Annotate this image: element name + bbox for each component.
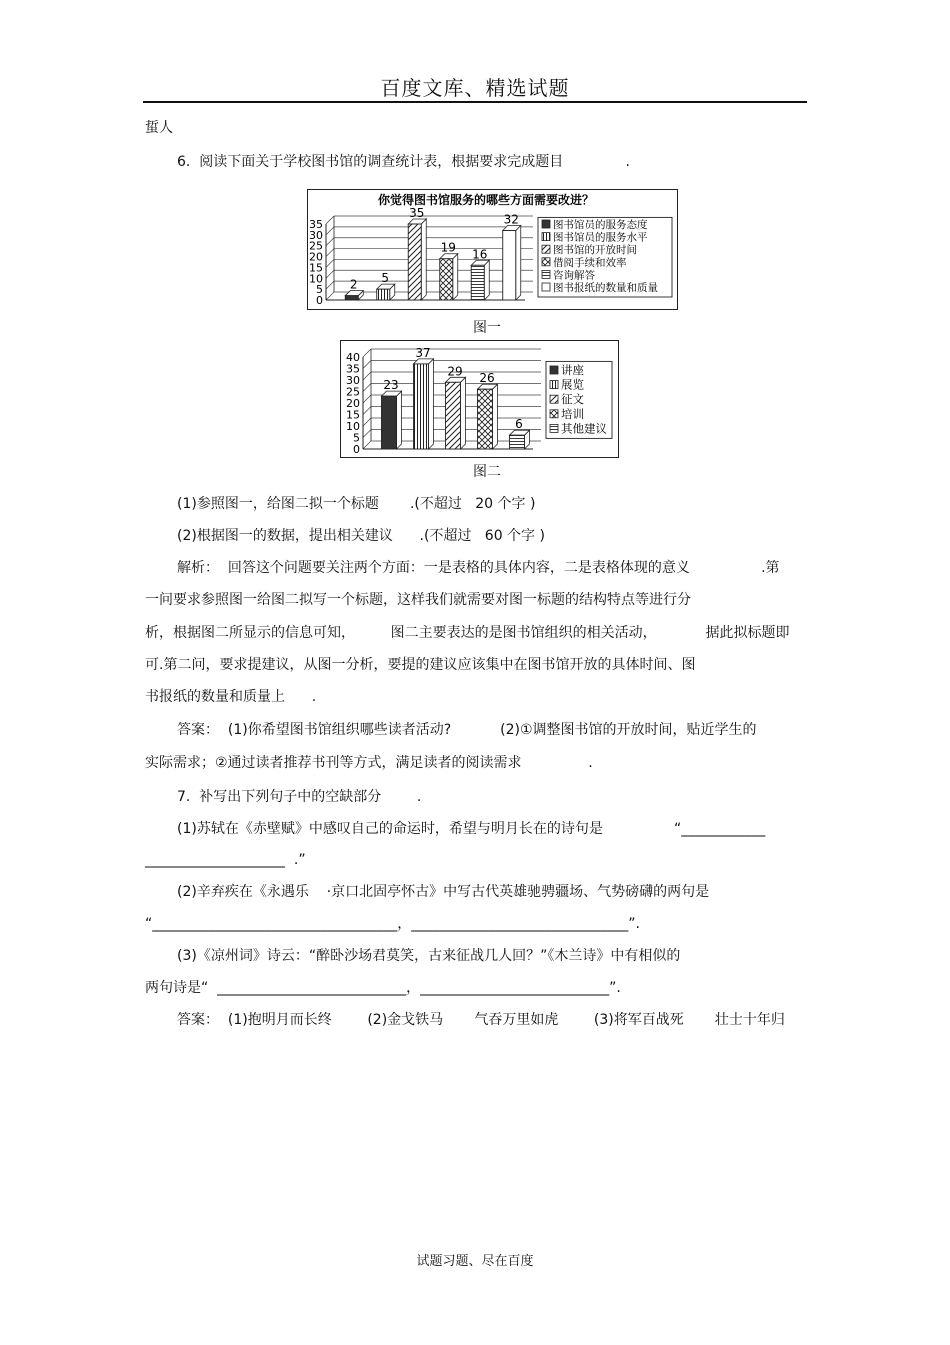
chart-gridline-depth <box>326 227 334 235</box>
chart-data-label: 29 <box>447 364 463 379</box>
chart-bar <box>414 364 429 449</box>
header-rule <box>143 101 807 103</box>
chart-data-label: 35 <box>409 206 425 220</box>
chart-legend-label: 展览 <box>561 377 584 392</box>
chart-y-tick-label: 10 <box>346 420 360 433</box>
analysis-line: 析，根据图二所显示的信息可知， 图二主要表达的是图书馆组织的相关活动， 据此拟标题即 <box>145 625 790 641</box>
analysis-line: 解析： 回答这个问题要关注两个方面：一是表格的具体内容，二是表格体现的意义 .第 <box>177 560 780 576</box>
chart-bar-side <box>429 359 434 449</box>
chart-legend-swatch <box>550 410 558 418</box>
chart-y-tick-label: 0 <box>353 443 360 456</box>
chart-bar-side <box>493 384 498 449</box>
chart-bar-side <box>484 260 489 300</box>
chart-y-tick-label: 10 <box>309 272 323 286</box>
chart-gridline-depth <box>363 384 371 392</box>
chart-bar <box>377 289 390 300</box>
chart-legend-swatch <box>542 245 550 253</box>
chart-bar <box>510 435 525 449</box>
chart-bar <box>446 382 461 449</box>
chart-1-title: 你觉得图书馆服务的哪些方面需要改进？ <box>377 193 595 207</box>
chart-1-svg <box>308 190 677 309</box>
chart-legend-swatch <box>550 366 558 374</box>
chart-y-tick-label: 20 <box>309 250 323 264</box>
answer-line: 实际需求；②通过读者推荐书刊等方式，满足读者的阅读需求 . <box>145 755 593 771</box>
analysis-line: 可.第二问，要求提建议，从图一分析，要提的建议应该集中在图书馆开放的具体时间、图 <box>145 657 696 673</box>
figure-2-caption: 图二 <box>473 464 501 480</box>
chart-y-tick-label: 20 <box>346 397 360 410</box>
answer-line: 答案： (1)你希望图书馆组织哪些读者活动? (2)①调整图书馆的开放时间，贴近学生的 <box>177 722 757 738</box>
chart-gridline-depth <box>326 292 334 300</box>
chart-bar <box>478 389 493 449</box>
chart-data-label: 26 <box>479 371 495 386</box>
chart-data-label: 37 <box>415 345 431 360</box>
chart-y-tick-label: 0 <box>316 294 323 307</box>
chart-y-tick-label: 35 <box>309 218 323 231</box>
chart-data-label: 23 <box>383 378 399 393</box>
chart-y-tick-label: 30 <box>346 374 360 387</box>
chart-bar <box>503 231 516 300</box>
chart-gridline-depth <box>363 418 371 426</box>
chart-legend-swatch <box>542 233 550 241</box>
chart-bar-side <box>421 219 426 300</box>
chart-legend-label: 图书馆的开放时间 <box>553 244 637 257</box>
question-6-prompt: 6. 阅读下面关于学校图书馆的调查统计表，根据要求完成题目 . <box>177 154 631 170</box>
chart-gridline-depth <box>363 372 371 380</box>
chart-legend-swatch <box>542 283 550 291</box>
chart-gridline-depth <box>326 281 334 289</box>
chart-data-label: 2 <box>349 277 358 292</box>
chart-y-tick-label: 5 <box>316 283 323 297</box>
chart-gridline-depth <box>326 259 334 267</box>
chart-legend-label: 其他建议 <box>561 421 607 436</box>
chart-y-tick-label: 5 <box>353 431 360 445</box>
chart-bar <box>382 396 397 449</box>
fill-blank-line: ____________________ .” <box>145 852 306 868</box>
chart-bar-side <box>397 391 402 449</box>
chart-legend-label: 培训 <box>561 406 584 421</box>
chart-bar-side <box>516 226 521 300</box>
fill-blank-line: 两句诗是“ ___________________________，___________________________”. <box>145 980 621 996</box>
fill-blank-line: (2)辛弃疾在《永遇乐 ·京口北固亭怀古》中写古代英雄驰骋疆场、气势磅礴的两句是 <box>177 884 710 900</box>
chart-legend-swatch <box>542 258 550 266</box>
chart-y-tick-label: 35 <box>346 362 360 376</box>
chart-bar <box>345 296 358 300</box>
chart-legend-swatch <box>542 270 550 278</box>
chart-data-label: 32 <box>503 212 519 227</box>
chart-gridline-depth <box>326 238 334 246</box>
chart-legend-swatch <box>542 220 550 228</box>
chart-gridline-depth <box>326 270 334 278</box>
chart-bar <box>408 224 421 300</box>
chart-gridline-depth <box>363 407 371 415</box>
figure-1-caption: 图一 <box>473 320 501 336</box>
fill-blank-line: (3)《凉州词》诗云：“醉卧沙场君莫笑，古来征战几人回？”《木兰诗》中有相似的 <box>177 948 681 964</box>
chart-gridline-depth <box>326 249 334 257</box>
chart-legend-swatch <box>550 424 558 432</box>
answer-line: 答案： (1)抱明月而长终 (2)金戈铁马 气吞万里如虎 (3)将军百战死 壮士十年归 <box>177 1012 785 1028</box>
fill-blank-line: “___________________________________，_______________________________”. <box>145 916 640 932</box>
page-header-title: 百度文库、精选试题 <box>380 76 570 100</box>
chart-gridline-depth <box>363 361 371 369</box>
chart-bar <box>440 259 453 300</box>
chart-y-tick-label: 30 <box>309 228 323 242</box>
chart-gridline-depth <box>363 349 371 357</box>
chart-legend-swatch <box>550 395 558 403</box>
chart-gridline-depth <box>363 395 371 403</box>
chart-y-tick-label: 25 <box>309 239 323 253</box>
chart-y-tick-label: 25 <box>346 385 360 399</box>
chart-legend-label: 咨询解答 <box>553 269 595 282</box>
chart-data-label: 6 <box>515 417 523 432</box>
chart-y-tick-label: 15 <box>309 261 323 275</box>
chart-data-label: 19 <box>440 240 456 255</box>
chart-bar-side <box>461 377 466 449</box>
chart-figure-1 <box>307 189 678 310</box>
fill-blank-line: (1)苏轼在《赤壁赋》中感叹自己的命运时，希望与明月长在的诗句是 “____________ <box>177 821 766 837</box>
sub-question-2: (2)根据图一的数据，提出相关建议 .(不超过 60 个字 ) <box>177 528 545 544</box>
chart-legend-label: 征文 <box>561 392 584 407</box>
chart-data-label: 16 <box>472 247 488 262</box>
chart-gridline-depth <box>363 441 371 449</box>
chart-bar-side <box>453 254 458 300</box>
chart-2-svg <box>341 341 618 457</box>
chart-bar <box>471 265 484 300</box>
analysis-line: 书报纸的数量和质量上 . <box>145 689 317 705</box>
chart-gridline-depth <box>326 216 334 224</box>
chart-legend-label: 图书馆员的服务态度 <box>553 219 648 231</box>
chart-y-tick-label: 40 <box>346 351 360 364</box>
chart-legend-label: 借阅手续和效率 <box>553 256 627 269</box>
chart-figure-2 <box>340 340 619 458</box>
chart-legend-label: 讲座 <box>561 363 584 377</box>
analysis-line: 一问要求参照图一给图二拟写一个标题，这样我们就需要对图一标题的结构特点等进行分 <box>145 592 691 608</box>
chart-gridline-depth <box>363 430 371 438</box>
sub-question-1: (1)参照图一，给图二拟一个标题 .(不超过 20 个字 ) <box>177 496 536 512</box>
question-7-prompt: 7. 补写出下列句子中的空缺部分 . <box>177 789 422 805</box>
text-line: 蜇人 <box>145 120 173 136</box>
chart-data-label: 5 <box>381 271 390 286</box>
chart-legend-label: 图书报纸的数量和质量 <box>553 282 658 294</box>
chart-legend-swatch <box>550 381 558 389</box>
page-footer: 试题习题、尽在百度 <box>416 1254 534 1269</box>
chart-y-tick-label: 15 <box>346 408 360 422</box>
chart-legend-label: 图书馆员的服务水平 <box>553 231 648 244</box>
